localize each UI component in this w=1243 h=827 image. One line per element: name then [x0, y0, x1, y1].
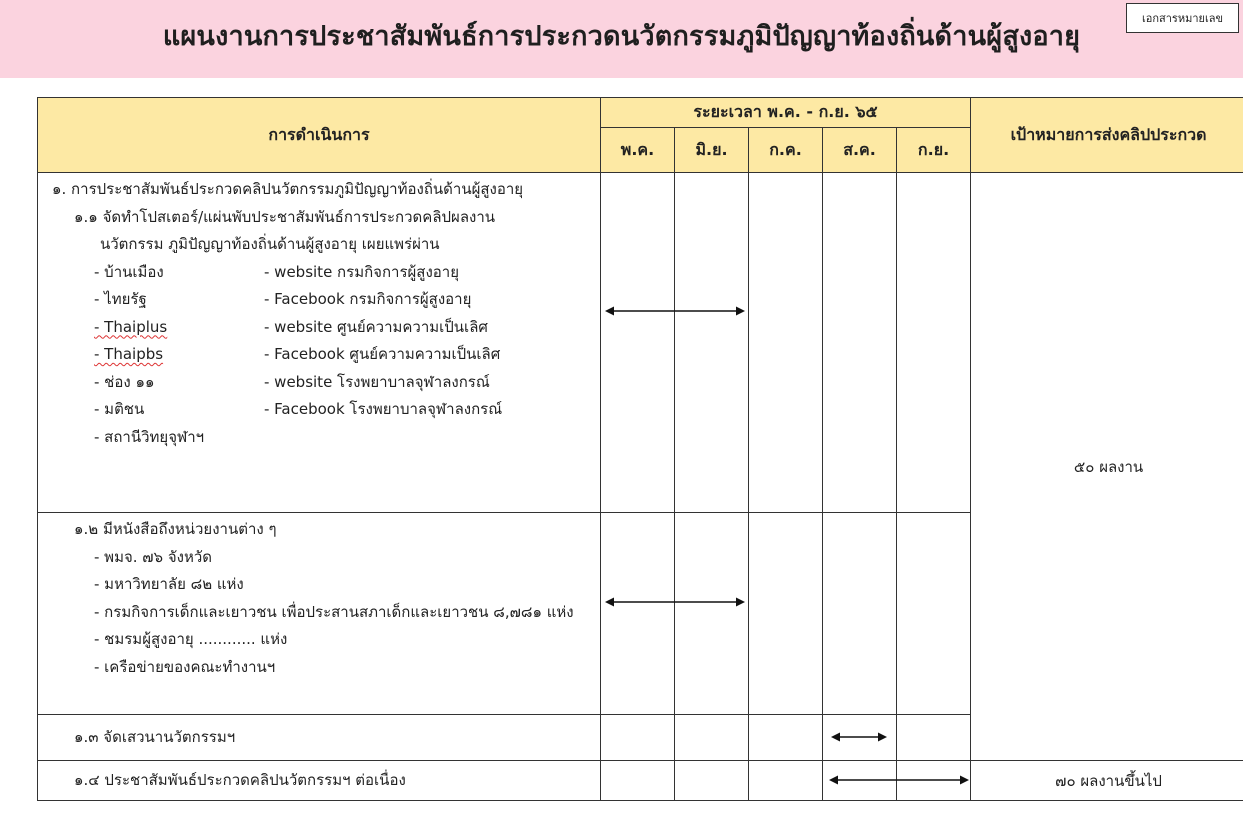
activity-cell — [38, 173, 601, 513]
media-print: - ไทยรัฐ — [94, 290, 147, 308]
activity-cell — [38, 761, 601, 801]
month-header: พ.ค. — [601, 128, 675, 173]
activity-line: ๑.๑ จัดทำโปสเตอร์/แผ่นพับประชาสัมพันธ์การประกวดคลิปผลงาน — [74, 207, 496, 226]
table-row — [38, 173, 1243, 513]
list-item: - กรมกิจการเด็กและเยาวชน เพื่อประสานสภาเด็กและเยาวชน ๘,๗๘๑ แห่ง — [94, 602, 574, 621]
period-header: ระยะเวลา พ.ค. - ก.ย. ๖๕ — [601, 98, 971, 128]
media-line — [52, 286, 600, 314]
activity-line: ๑.๔ ประชาสัมพันธ์ประกวดคลิปนวัตกรรมฯ ต่อเนื่อง — [74, 770, 406, 789]
media-line — [52, 341, 600, 369]
media-line — [52, 369, 600, 397]
month-cell — [675, 761, 749, 801]
month-cell — [601, 761, 675, 801]
month-cell — [675, 173, 749, 513]
target-cell: ๕๐ ผลงาน — [971, 173, 1243, 761]
media-line — [52, 424, 600, 452]
media-print: - ช่อง ๑๑ — [94, 372, 155, 391]
media-online: - Facebook โรงพยาบาลจุฬาลงกรณ์ — [264, 400, 503, 418]
month-header: ก.ย. — [897, 128, 971, 173]
media-print: - บ้านเมือง — [94, 262, 164, 281]
media-line — [52, 396, 600, 424]
timeline-arrow-icon — [831, 731, 887, 743]
month-cell — [897, 761, 971, 801]
month-cell — [601, 173, 675, 513]
document-number-box: เอกสารหมายเลข — [1126, 3, 1239, 33]
month-cell — [749, 761, 823, 801]
activity-line: ๑.๒ มีหนังสือถึงหน่วยงานต่าง ๆ — [74, 520, 277, 538]
media-line — [52, 259, 600, 287]
plan-table — [37, 97, 1243, 801]
media-online: - website ศูนย์ความความเป็นเลิศ — [264, 317, 488, 336]
month-header: มิ.ย. — [675, 128, 749, 173]
month-cell — [601, 715, 675, 761]
month-cell — [897, 715, 971, 761]
month-header: ก.ค. — [749, 128, 823, 173]
month-cell — [823, 715, 897, 761]
activity-header: การดำเนินการ — [38, 98, 601, 173]
month-cell — [897, 513, 971, 715]
month-cell — [675, 513, 749, 715]
list-item: - มหาวิทยาลัย ๘๒ แห่ง — [94, 575, 244, 593]
table-row — [38, 761, 1243, 801]
month-cell — [749, 173, 823, 513]
month-cell — [601, 513, 675, 715]
media-line — [52, 314, 600, 342]
media-online: - website กรมกิจการผู้สูงอายุ — [264, 262, 460, 281]
media-online: - Facebook กรมกิจการผู้สูงอายุ — [264, 290, 472, 308]
month-header: ส.ค. — [823, 128, 897, 173]
media-print: - Thaiplus — [94, 317, 168, 336]
activity-line: นวัตกรรม ภูมิปัญญาท้องถิ่นด้านผู้สูงอายุ เผยแพร่ผ่าน — [100, 235, 440, 253]
list-item: - เครือข่ายของคณะทำงานฯ — [94, 657, 276, 676]
media-online: - Facebook ศูนย์ความความเป็นเลิศ — [264, 345, 501, 363]
target-cell: ๗๐ ผลงานขึ้นไป — [971, 761, 1243, 801]
month-cell — [823, 513, 897, 715]
activity-line: ๑. การประชาสัมพันธ์ประกวดคลิปนวัตกรรมภูมิปัญญาท้องถิ่นด้านผู้สูงอายุ — [52, 180, 524, 198]
activity-line: ๑.๓ จัดเสวนานวัตกรรมฯ — [74, 727, 236, 746]
month-cell — [823, 761, 897, 801]
list-item: - พมจ. ๗๖ จังหวัด — [94, 547, 213, 566]
month-cell — [749, 715, 823, 761]
page-title: แผนงานการประชาสัมพันธ์การประกวดนวัตกรรมภูมิปัญญาท้องถิ่นด้านผู้สูงอายุ — [162, 21, 1081, 52]
month-cell — [675, 715, 749, 761]
header-row-group — [38, 98, 1243, 128]
media-print: - มติชน — [94, 400, 145, 418]
target-header: เป้าหมายการส่งคลิปประกวด — [971, 98, 1243, 173]
month-cell — [749, 513, 823, 715]
media-print: - Thaipbs — [94, 345, 164, 363]
list-item: - ชมรมผู้สูงอายุ ............ แห่ง — [94, 630, 288, 648]
activity-cell — [38, 715, 601, 761]
media-online: - website โรงพยาบาลจุฬาลงกรณ์ — [264, 372, 490, 391]
activity-cell — [38, 513, 601, 715]
month-cell — [897, 173, 971, 513]
month-cell — [823, 173, 897, 513]
media-print: - สถานีวิทยุจุฬาฯ — [94, 427, 205, 446]
